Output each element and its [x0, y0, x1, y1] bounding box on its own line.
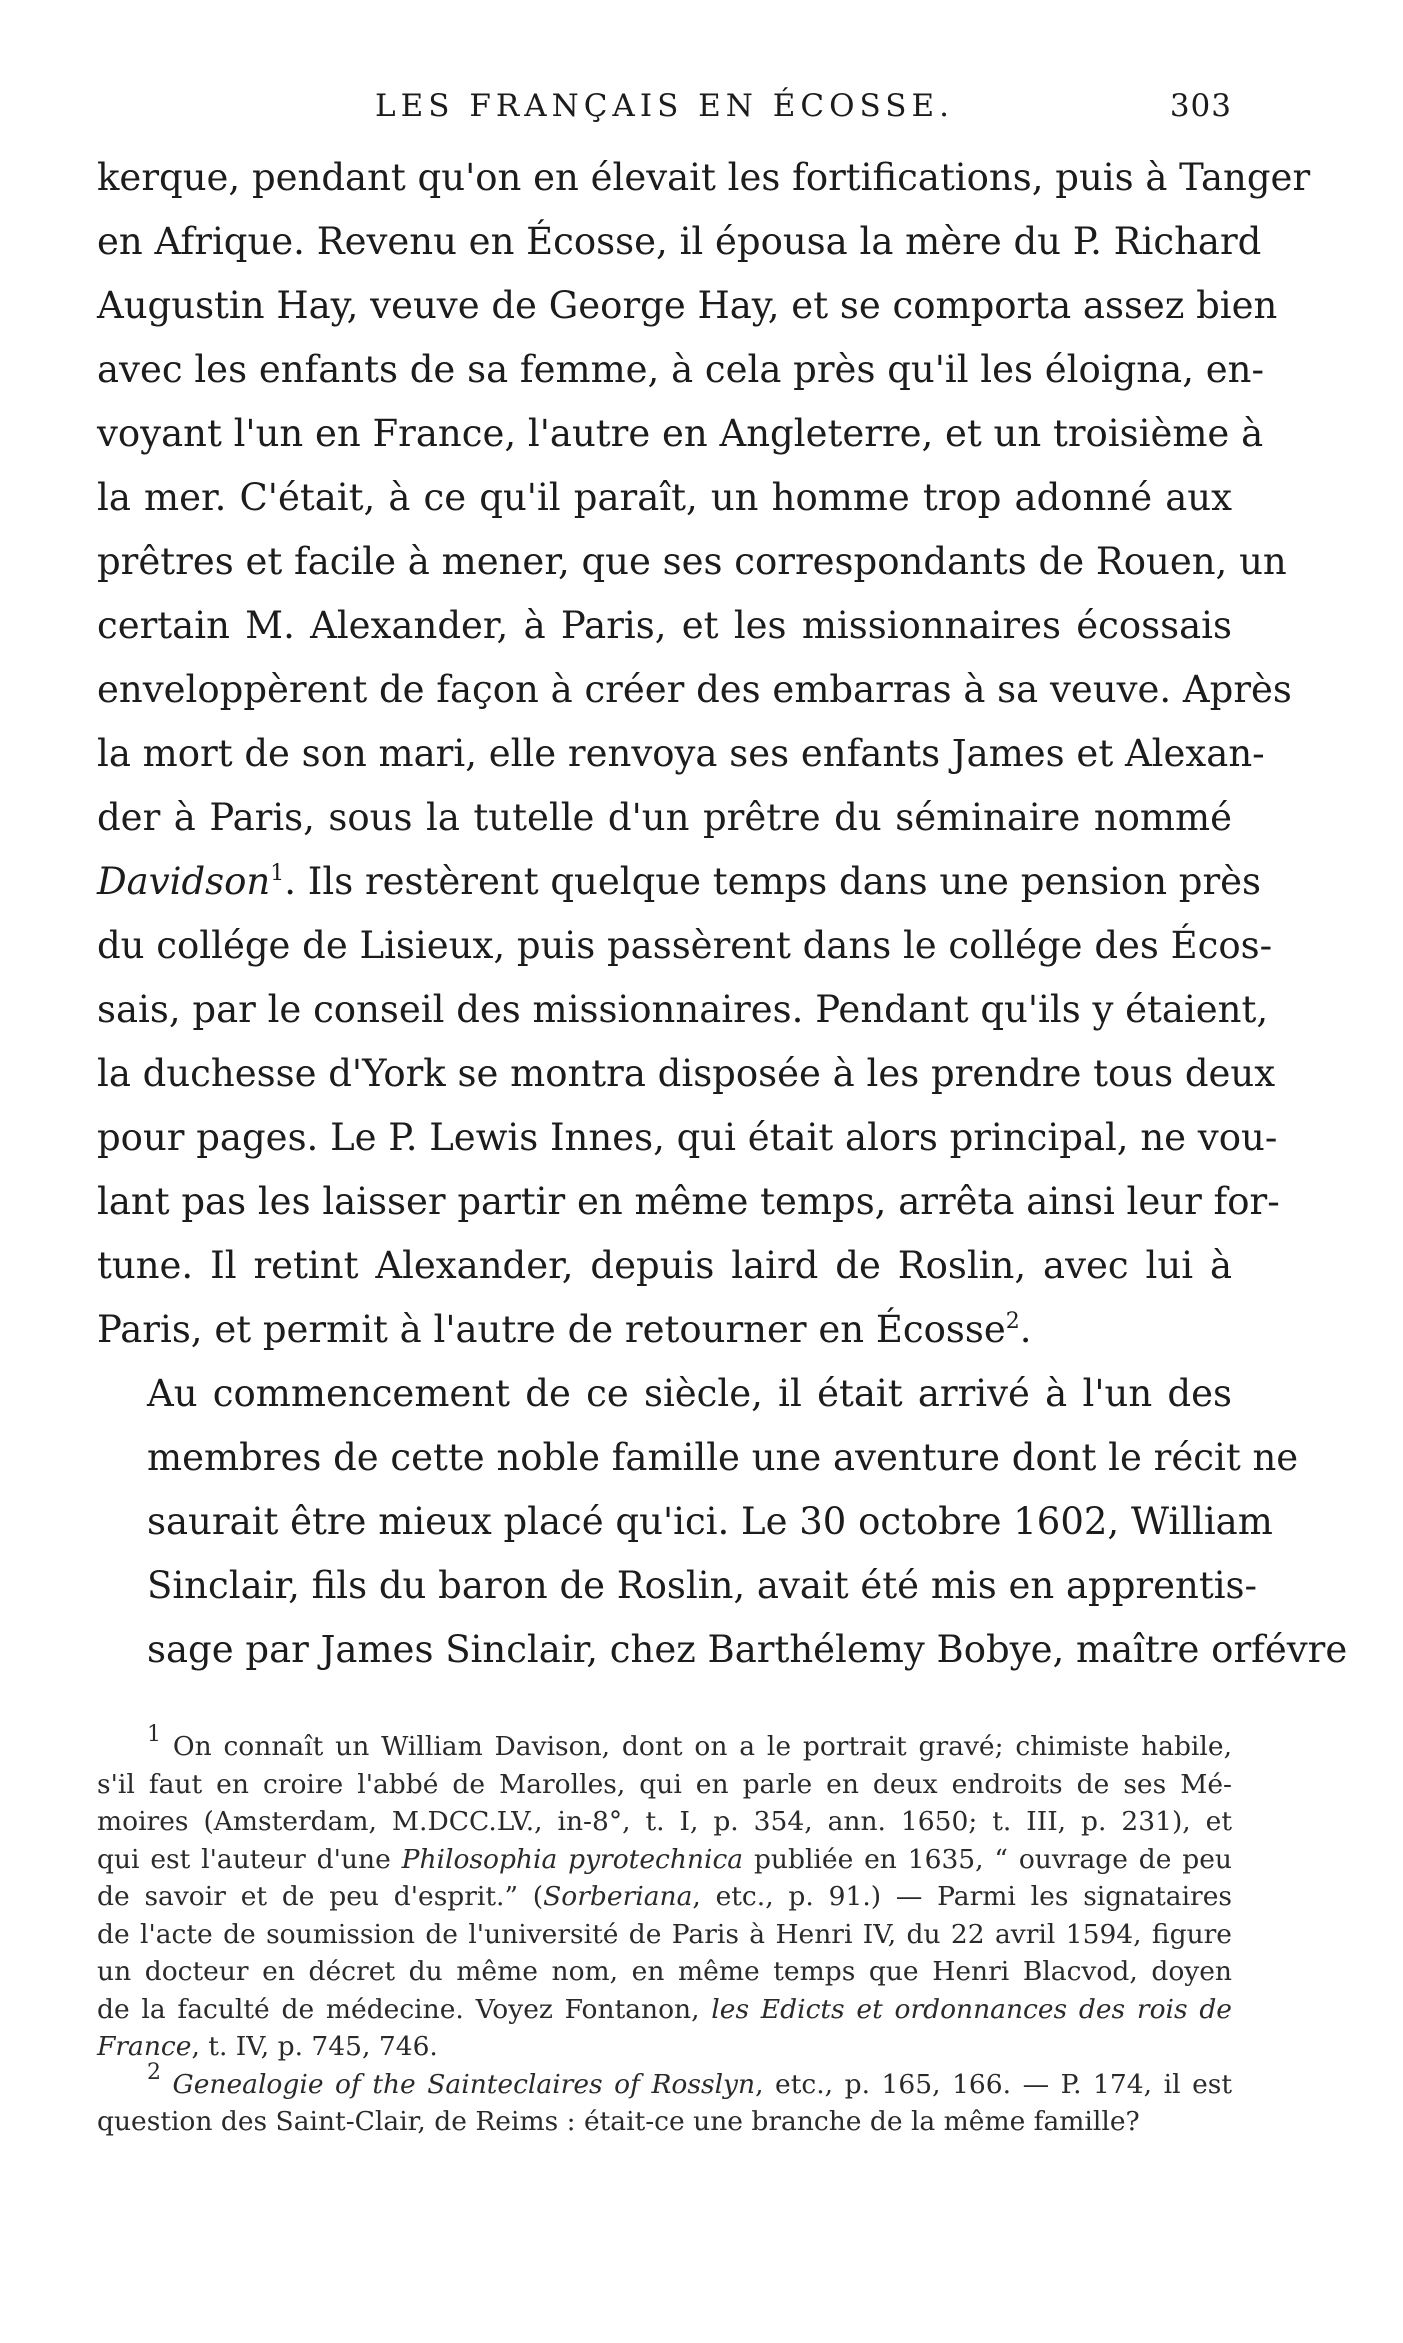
footnote-line — [97, 1722, 1232, 1766]
text-line: sage par James Sinclair, chez Barthélemy Bobye, maître orfévre — [147, 1628, 1348, 1671]
footnote-line — [97, 1991, 1232, 2029]
footnote-ref-2[interactable]: 2 — [1005, 1309, 1020, 1334]
text-run: de savoir et de peu d'esprit.” ( — [97, 1881, 544, 1912]
footnote-line: un docteur en décret du même nom, en même temps que Henri Blacvod, doyen — [97, 1956, 1232, 1987]
footnote-line: moires (Amsterdam, M.DCC.LV., in-8°, t. I, p. 354, ann. 1650; t. III, p. 231), et — [97, 1806, 1232, 1837]
italic-title: Sorberiana — [543, 1881, 693, 1912]
italic-name: Davidson — [97, 860, 271, 903]
running-head — [97, 88, 1232, 138]
footnote-2 — [97, 2059, 1233, 2141]
footnote-mark: 1 — [147, 1722, 161, 1747]
paragraph-1 — [97, 146, 1311, 1362]
text-line: tune. Il retint Alexander, depuis laird de Roslin, avec lui à — [97, 1244, 1232, 1287]
footnote-line: s'il faut en croire l'abbé de Marolles, qui en parle en deux endroits de ses Mé- — [97, 1768, 1232, 1800]
text-run: de la faculté de médecine. Voyez Fontanon, — [97, 1993, 712, 2025]
text-line: la mer. C'était, à ce qu'il paraît, un homme trop adonné aux — [97, 476, 1232, 519]
text-run: . — [1019, 1308, 1032, 1351]
footnote-line: question des Saint-Clair, de Reims : était-ce une branche de la même famille? — [97, 2106, 1140, 2137]
text-run: On connaît un William Davison, dont on a le portrait gravé; chimiste habile, — [172, 1731, 1232, 1762]
text-line: saurait être mieux placé qu'ici. Le 30 octobre 1602, William — [147, 1500, 1273, 1543]
text-line: membres de cette noble famille une aventure dont le récit ne — [147, 1436, 1299, 1479]
text-run: publiée en 1635, “ ouvrage de peu — [743, 1843, 1233, 1875]
footnote-line — [97, 1878, 1232, 1916]
footnote-ref-1[interactable]: 1 — [270, 861, 285, 886]
text-run: , t. IV, p. 745, 746. — [191, 2031, 438, 2062]
text-line: avec les enfants de sa femme, à cela près qu'il les éloigna, en- — [97, 348, 1264, 391]
running-head-title: LES FRANÇAIS EN ÉCOSSE. — [375, 88, 954, 124]
text-line: en Afrique. Revenu en Écosse, il épousa la mère du P. Richard — [97, 220, 1262, 263]
text-line: voyant l'un en France, l'autre en Angleterre, et un troisième à — [97, 412, 1264, 455]
text-line — [97, 850, 1262, 914]
text-line: lant pas les laisser partir en même temps, arrêta ainsi leur for- — [97, 1180, 1280, 1223]
italic-title: Philosophia pyrotechnica — [401, 1843, 744, 1875]
page-number: 303 — [1169, 88, 1232, 124]
paragraph-2 — [97, 1362, 1348, 1682]
text-line — [97, 1298, 1232, 1362]
text-line: la mort de son mari, elle renvoya ses enfants James et Alexan- — [97, 732, 1265, 775]
text-line: la duchesse d'York se montra disposée à les prendre tous deux — [97, 1052, 1276, 1095]
text-line: der à Paris, sous la tutelle d'un prêtre du séminaire nommé — [97, 796, 1232, 839]
text-line: du collége de Lisieux, puis passèrent dans le collége des Écos- — [97, 924, 1273, 967]
text-run: , etc., p. 165, 166. — P. 174, il est — [755, 2068, 1233, 2100]
text-line: Sinclair, fils du baron de Roslin, avait été mis en apprentis- — [147, 1564, 1258, 1607]
footnote-line — [97, 2059, 1233, 2104]
body-text — [97, 146, 1348, 1682]
text-run: , etc., p. 91.) — Parmi les signataires — [692, 1881, 1232, 1912]
footnote-mark: 2 — [147, 2059, 161, 2085]
text-line: certain M. Alexander, à Paris, et les missionnaires écossais — [97, 604, 1232, 647]
text-line: pour pages. Le P. Lewis Innes, qui était alors principal, ne vou- — [97, 1116, 1278, 1159]
footnote-line — [97, 2028, 1232, 2066]
footnotes — [97, 1722, 1233, 2141]
text-run: . Ils restèrent quelque temps dans une pension près — [284, 860, 1262, 903]
page — [97, 88, 1348, 2141]
text-line: sais, par le conseil des missionnaires. Pendant qu'ils y étaient, — [97, 988, 1269, 1031]
italic-title: France — [97, 2031, 192, 2062]
text-run: qui est l'auteur d'une — [97, 1843, 402, 1875]
text-line: Augustin Hay, veuve de George Hay, et se comporta assez bien — [97, 284, 1278, 327]
footnote-line: de l'acte de soumission de l'université de Paris à Henri IV, du 22 avril 1594, figure — [97, 1918, 1232, 1950]
footnote-line — [97, 1841, 1232, 1879]
italic-title: Genealogie of the Sainteclaires of Rosslyn — [172, 2068, 756, 2100]
text-line: Au commencement de ce siècle, il était arrivé à l'un des — [147, 1372, 1232, 1415]
text-line: kerque, pendant qu'on en élevait les fortifications, puis à Tanger — [97, 156, 1311, 199]
text-run: Paris, et permit à l'autre de retourner en Écosse — [97, 1308, 1006, 1351]
footnote-1 — [97, 1722, 1233, 2066]
text-line: prêtres et facile à mener, que ses correspondants de Rouen, un — [97, 540, 1287, 583]
italic-title: les Edicts et ordonnances des rois de — [711, 1993, 1232, 2025]
text-line: enveloppèrent de façon à créer des embarras à sa veuve. Après — [97, 668, 1292, 711]
